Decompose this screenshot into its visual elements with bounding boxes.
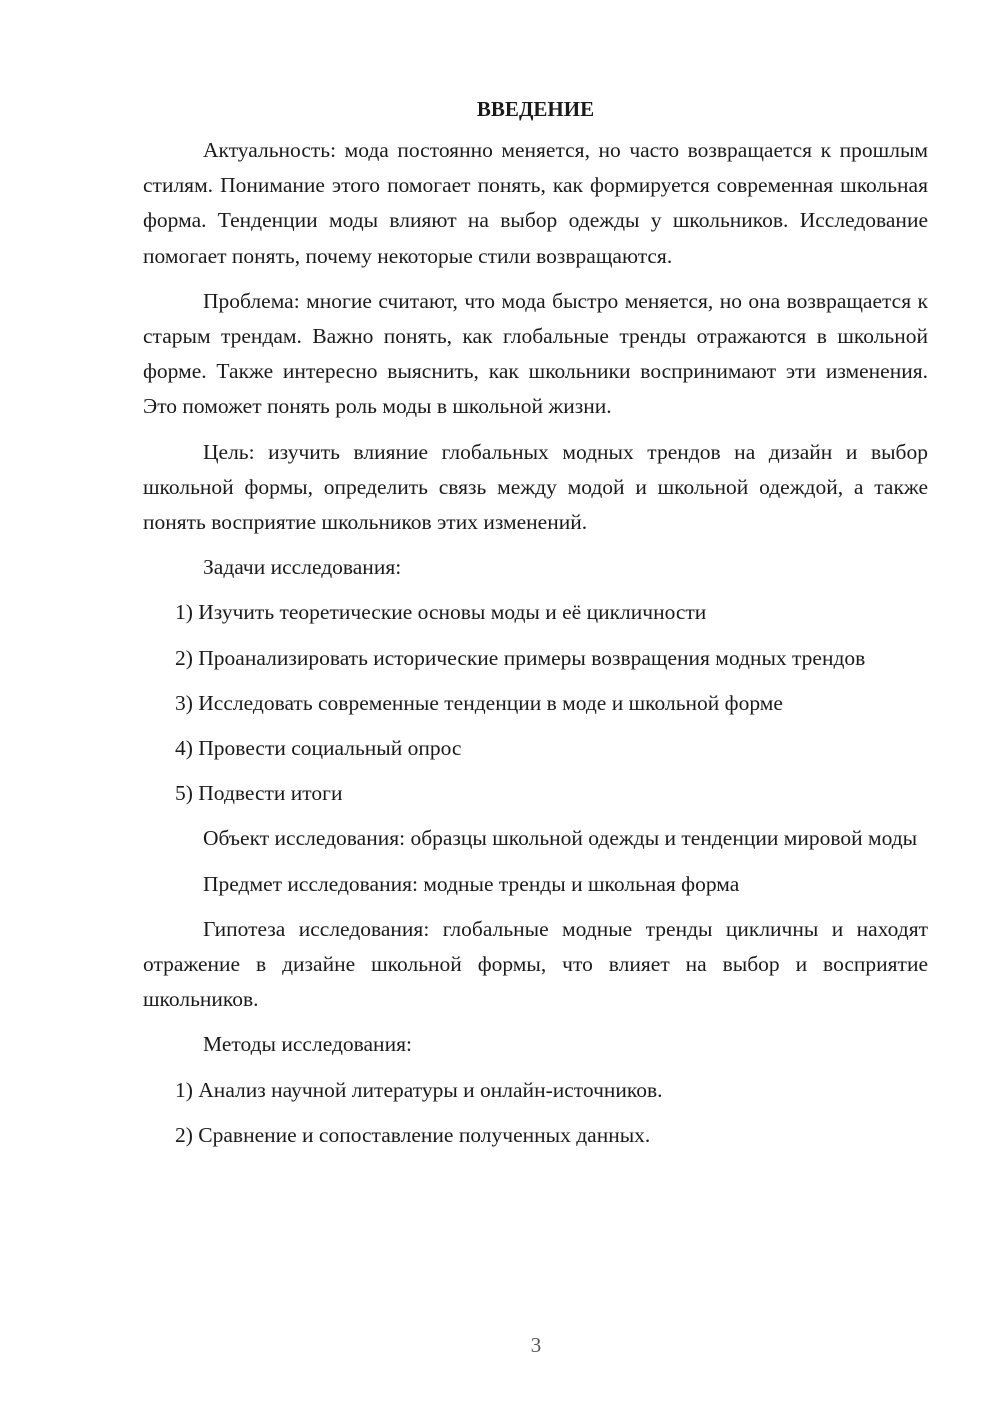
problem-paragraph: Проблема: многие считают, что мода быстро меняется, но она возвращается к старым трендам. Важно понять, как глобальные тренды отражаются в школьной форме. Также интересно выяснить, как школьники воспринимают эти изменения. Это поможет понять роль моды в школьной жизни.: [143, 288, 928, 419]
document-page: [143, 92, 928, 1163]
goal-paragraph: Цель: изучить влияние глобальных модных трендов на дизайн и выбор школьной формы, определить связь между модой и школьной одеждой, а также понять восприятие школьников этих изменений.: [143, 439, 928, 535]
method-item: 2) Сравнение и сопоставление полученных данных.: [175, 1122, 651, 1147]
tasks-heading: Задачи исследования:: [203, 555, 402, 580]
page-number: 3: [530, 1333, 542, 1357]
task-item: 5) Подвести итоги: [175, 781, 343, 806]
method-item: 1) Анализ научной литературы и онлайн-источников.: [175, 1077, 663, 1102]
task-item: 4) Провести социальный опрос: [175, 736, 462, 761]
methods-heading: Методы исследования:: [203, 1032, 412, 1057]
relevance-paragraph: Актуальность: мода постоянно меняется, но часто возвращается к прошлым стилям. Понимание этого помогает понять, как формируется современная школьная форма. Тенденции моды влияют на выбор одежды у школьников. Исследование помогает понять, почему некоторые стили возвращаются.: [143, 138, 928, 268]
task-item: 2) Проанализировать исторические примеры возвращения модных трендов: [175, 645, 866, 670]
task-item: 1) Изучить теоретические основы моды и её цикличности: [175, 600, 707, 625]
task-item: 3) Исследовать современные тенденции в моде и школьной форме: [175, 690, 783, 715]
subject-paragraph: Предмет исследования: модные тренды и школьная форма: [203, 871, 740, 896]
object-paragraph: Объект исследования: образцы школьной одежды и тенденции мировой моды: [203, 826, 918, 851]
hypothesis-paragraph: Гипотеза исследования: глобальные модные тренды цикличны и находят отражение в дизайне школьной формы, что влияет на выбор и восприятие школьников.: [143, 916, 928, 1012]
section-title: ВВЕДЕНИЕ: [476, 97, 595, 121]
